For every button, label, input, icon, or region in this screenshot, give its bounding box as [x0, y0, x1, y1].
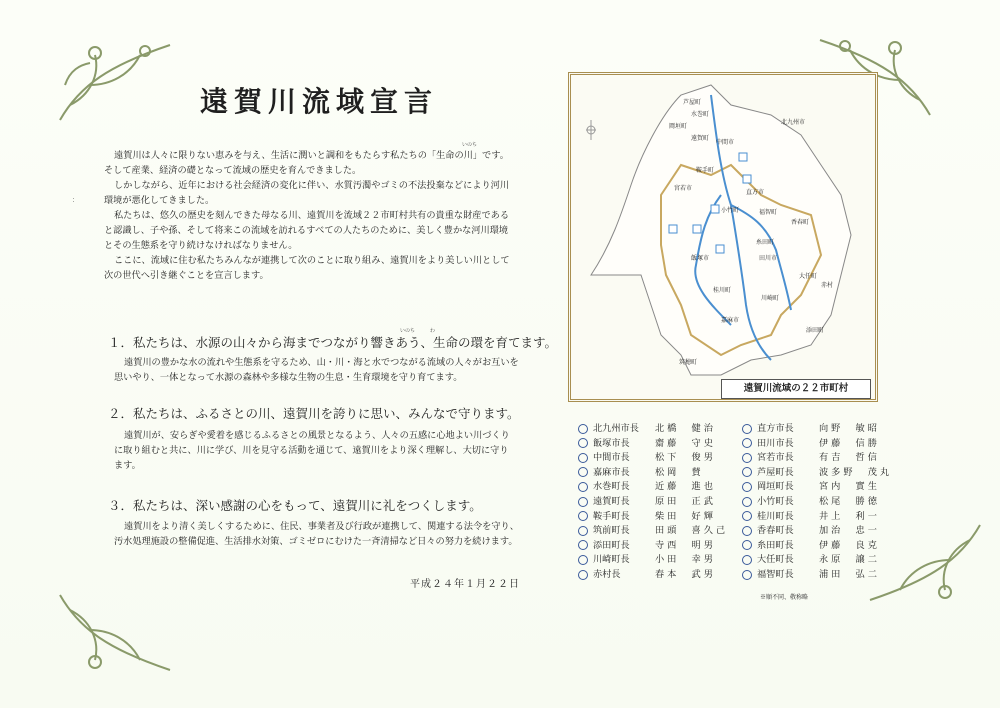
- signatory-role: 糸田町長: [757, 539, 794, 551]
- municipal-emblem-icon: [742, 526, 752, 536]
- signatory-row: [742, 420, 880, 434]
- signatory-name: 松下 俊男: [655, 452, 716, 464]
- town-label: 福智町: [759, 209, 778, 216]
- signatory-row: [578, 551, 716, 565]
- ornament-top-left: [50, 25, 190, 135]
- town-label: 岡垣町: [669, 123, 688, 130]
- signatory-name: 原田 正武: [655, 496, 716, 507]
- body-line: に取り組むと共に、川に学び、川を見守る活動を通じて、遠賀川をより深く理解し、大切に守り: [114, 445, 509, 456]
- municipal-emblem-icon: [742, 570, 752, 580]
- town-label: 田川市: [759, 255, 778, 262]
- signatory-row: [742, 493, 880, 507]
- intro-paragraph: [104, 148, 544, 283]
- declaration-heading-3: ３．私たちは、深い感謝の心をもって、遠賀川に礼をつくします。: [108, 498, 482, 513]
- municipal-emblem-icon: [578, 570, 588, 580]
- signatory-role: 香春町長: [757, 525, 794, 537]
- signatory-row: [578, 522, 728, 536]
- town-label: 遠賀町: [691, 135, 710, 142]
- order-note: ※順不同、敬称略: [760, 594, 809, 601]
- town-label: 中間市: [716, 139, 735, 146]
- declaration-body-2: [104, 428, 544, 473]
- signatory-row: [578, 566, 716, 580]
- stray-mark: ：: [72, 197, 79, 204]
- municipal-emblem-icon: [742, 497, 752, 507]
- signatory-row: [742, 537, 880, 551]
- municipal-emblem-icon: [742, 424, 752, 434]
- municipal-emblem-icon: [578, 555, 588, 565]
- page-title: 遠賀川流域宣言: [200, 85, 439, 118]
- town-label: 小竹町: [721, 207, 740, 214]
- signatory-row: [578, 435, 716, 449]
- signatory-name: 有吉 哲信: [819, 452, 880, 464]
- signatory-role: 桂川町長: [757, 510, 794, 522]
- signatory-row: [578, 478, 716, 492]
- signatory-role: 水巻町長: [593, 481, 630, 493]
- signatory-name: 柴田 好輝: [655, 510, 716, 522]
- signatory-name: 寺西 明男: [655, 539, 716, 551]
- signatory-name: 小田 幸男: [655, 554, 716, 566]
- signatory-role: 福智町長: [757, 569, 794, 580]
- signatory-role: 飯塚市長: [593, 437, 630, 449]
- body-line: ます。: [114, 460, 141, 471]
- town-label: 糸田町: [756, 239, 775, 246]
- signatory-name: 加治 忠一: [819, 525, 880, 537]
- signatory-name: 浦田 弘二: [819, 569, 880, 580]
- municipal-emblem-icon: [578, 438, 588, 448]
- signatory-name: 北橋 健治: [655, 423, 716, 434]
- signatory-role: 筑前町長: [593, 525, 630, 537]
- signatory-role: 直方市長: [757, 423, 794, 434]
- declaration-body-3: [104, 519, 544, 549]
- signatory-row: [742, 508, 880, 522]
- body-line: 遠賀川をより清く美しくするために、住民、事業者及び行政が連携して、関連する法令を守り、: [124, 521, 519, 532]
- signatory-row: [578, 493, 716, 507]
- item1-ruby: わ: [430, 328, 436, 334]
- signatory-name: 松尾 勝徳: [819, 496, 880, 507]
- town-label: 水巻町: [691, 111, 710, 118]
- intro-line: 遠賀川は人々に限りない恵みを与え、生活に潤いと調和をもたらす私たちの「生命の川」です。: [114, 150, 509, 161]
- signatory-name: 永原 譲二: [819, 554, 880, 566]
- town-label: 直方市: [746, 189, 765, 196]
- signatory-role: 中間市長: [593, 452, 630, 464]
- signatory-row: [742, 449, 880, 463]
- town-label: 芦屋町: [683, 99, 702, 106]
- municipal-emblem-icon: [742, 467, 752, 477]
- signatory-name: 松岡 賛: [655, 466, 704, 478]
- signatory-row: [742, 522, 880, 536]
- municipal-emblem-icon: [742, 540, 752, 550]
- signatory-row: [578, 508, 716, 522]
- signatory-name: 田頭 喜久己: [655, 525, 729, 537]
- town-label: 赤村: [821, 282, 834, 289]
- town-label: 宮若市: [674, 185, 693, 192]
- signatory-role: 鞍手町長: [593, 510, 630, 522]
- municipal-emblem-icon: [578, 482, 588, 492]
- declaration-date: 平成２４年１月２２日: [410, 579, 520, 590]
- town-label: 川崎町: [761, 295, 780, 302]
- signatory-row: [742, 435, 880, 449]
- town-label: 北九州市: [781, 119, 806, 126]
- signatory-name: 春本 武男: [655, 569, 716, 580]
- signatory-name: 向野 敏昭: [819, 423, 880, 434]
- signatory-role: 嘉麻市長: [593, 466, 630, 478]
- municipal-emblem-icon: [742, 482, 752, 492]
- municipal-emblem-icon: [742, 438, 752, 448]
- signatory-name: 宮内 實生: [819, 481, 880, 493]
- declaration-body-1: [104, 355, 544, 385]
- signatory-row: [578, 420, 716, 434]
- municipal-emblem-icon: [742, 555, 752, 565]
- intro-line: 次の世代へ引き継ぐことを宣言します。: [104, 270, 269, 281]
- signatory-role: 芦屋町長: [757, 466, 794, 478]
- municipal-emblem-icon: [578, 497, 588, 507]
- signatory-role: 北九州市長: [593, 423, 639, 434]
- signatory-name: 齋藤 守史: [655, 437, 716, 449]
- intro-line: と認識し、子や孫、そして将来この流域を訪れるすべての人たちのために、美しく豊かな河川環境: [104, 225, 509, 236]
- signatory-role: 遠賀町長: [593, 496, 630, 507]
- declaration-heading-2: ２．私たちは、ふるさとの川、遠賀川を誇りに思い、みんなで守ります。: [108, 406, 520, 421]
- ornament-bottom-left: [50, 580, 190, 690]
- item1-ruby: いのち: [400, 328, 416, 334]
- town-label: 鞍手町: [696, 167, 715, 174]
- intro-line: ここに、流域に住む私たちみんなが連携して次のことに取り組み、遠賀川をより美しい川として: [114, 255, 510, 266]
- signatory-role: 川崎町長: [593, 554, 630, 566]
- town-label: 添田町: [806, 327, 825, 334]
- municipal-emblem-icon: [578, 526, 588, 536]
- signatory-name: 伊藤 良克: [819, 539, 880, 551]
- signatory-name: 井上 利一: [819, 510, 880, 522]
- basin-map-drawing: [571, 75, 875, 399]
- signatory-row: [578, 449, 716, 463]
- signatory-name: 波多野 茂丸: [819, 466, 893, 478]
- intro-line: とその生態系を守り続けなければなりません。: [104, 240, 298, 251]
- signatory-row: [578, 537, 716, 551]
- signatory-row: [742, 464, 892, 478]
- municipal-emblem-icon: [578, 453, 588, 463]
- signatory-role: 大任町長: [757, 554, 794, 566]
- signatory-role: 赤村長: [593, 569, 621, 580]
- municipal-emblem-icon: [742, 511, 752, 521]
- map-caption: 遠賀川流域の２２市町村: [721, 379, 871, 399]
- basin-map: [568, 72, 878, 402]
- declaration-heading-1: １．私たちは、水源の山々から海までつながり響きあう、生命の環を育てます。: [108, 335, 558, 350]
- town-label: 筑穂町: [679, 359, 698, 366]
- municipal-emblem-icon: [578, 467, 588, 477]
- town-label: 香春町: [791, 219, 810, 226]
- town-label: 桂川町: [713, 287, 732, 294]
- signatory-row: [742, 478, 880, 492]
- body-line: 汚水処理施設の整備促進、生活排水対策、ゴミゼロにむけた一斉清掃など日々の努力を続けます。: [114, 536, 518, 547]
- intro-line: 私たちは、悠久の歴史を刻んできた母なる川、遠賀川を流域２２市町村共有の貴重な財産である: [114, 210, 510, 221]
- intro-line: 環境が悪化してきました。: [104, 195, 215, 206]
- signatory-role: 宮若市長: [757, 452, 794, 464]
- municipal-emblem-icon: [742, 453, 752, 463]
- signatory-role: 添田町長: [593, 539, 630, 551]
- signatory-row: [742, 551, 880, 565]
- town-label: 大任町: [799, 273, 818, 280]
- municipal-emblem-icon: [578, 511, 588, 521]
- signatory-role: 田川市長: [757, 437, 794, 449]
- signatory-row: [578, 464, 704, 478]
- body-line: 遠賀川が、安らぎや愛着を感じるふるさとの風景となるよう、人々の五感に心地よい川づくり: [124, 430, 510, 441]
- municipal-emblem-icon: [578, 540, 588, 550]
- signatory-name: 伊藤 信勝: [819, 437, 880, 449]
- municipal-emblem-icon: [578, 424, 588, 434]
- signatory-role: 岡垣町長: [757, 481, 794, 493]
- body-line: 思いやり、一体となって水源の森林や多様な生物の生息・生育環境を守り育てます。: [114, 372, 463, 383]
- town-label: 飯塚市: [691, 255, 710, 262]
- signatory-role: 小竹町長: [757, 496, 794, 507]
- town-label: 嘉麻市: [721, 317, 740, 324]
- intro-ruby: いのち: [462, 142, 478, 148]
- intro-line: しかしながら、近年における社会経済の変化に伴い、水質汚濁やゴミの不法投棄などにより河川: [114, 180, 510, 191]
- intro-line: そして産業、経済の礎となって流域の歴史を育んできました。: [104, 165, 362, 176]
- signatory-name: 近藤 進也: [655, 481, 716, 493]
- signatory-row: [742, 566, 880, 580]
- body-line: 遠賀川の豊かな水の流れや生態系を守るため、山・川・海と水でつながる流域の人々がお互いを: [124, 357, 519, 368]
